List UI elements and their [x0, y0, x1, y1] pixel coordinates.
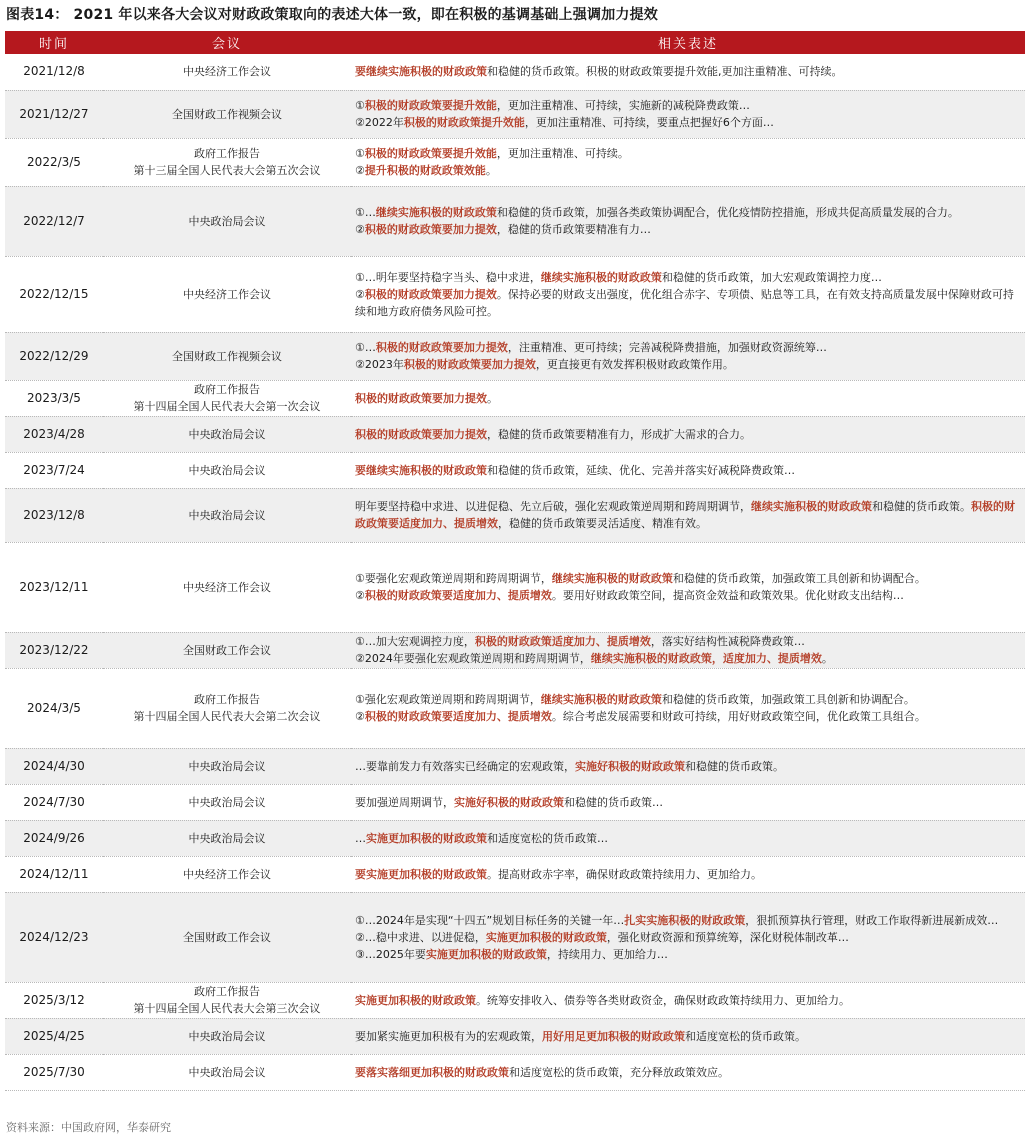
description-text: 和适度宽松的货币政策，充分释放政策效应。	[509, 1065, 729, 1079]
description-text: ①…加大宏观调控力度，	[355, 635, 475, 648]
row-meeting	[103, 488, 351, 542]
description-text: ①…	[355, 206, 376, 219]
description-line	[355, 390, 1021, 407]
description-text: 。提高财政赤字率，确保财政政策持续用力、更加给力。	[487, 867, 762, 881]
description-line	[355, 63, 1021, 80]
row-date: 2025/7/30	[5, 1054, 103, 1090]
row-meeting	[103, 542, 351, 632]
highlighted-text: 积极的财政政策要加力提效	[364, 287, 497, 301]
description-line	[355, 426, 1021, 443]
description-line	[355, 462, 1021, 479]
description-text: 和稳健的货币政策，加强政策工具创新和协调配合。	[672, 572, 926, 585]
description-text: ，更直接更有效发挥积极财政政策作用。	[535, 358, 734, 371]
row-date: 2023/7/24	[5, 452, 103, 488]
row-date: 2024/12/23	[5, 892, 103, 982]
row-date: 2025/3/12	[5, 982, 103, 1018]
row-description	[351, 856, 1025, 892]
table-row	[5, 632, 1025, 668]
description-text: ，强化财政资源和预算统筹，深化财税体制改革…	[606, 930, 849, 944]
description-text: ，狠抓预算执行管理，财政工作取得新进展新成效…	[745, 913, 999, 927]
row-description	[351, 256, 1025, 332]
table-row	[5, 332, 1025, 380]
row-meeting	[103, 820, 351, 856]
row-meeting	[103, 982, 351, 1018]
row-meeting	[103, 452, 351, 488]
highlighted-text: 积极的财政政策要适度加力、提质增效	[355, 500, 1015, 530]
description-text: …要靠前发力有效落实已经确定的宏观政策，	[355, 759, 575, 773]
row-date: 2022/12/15	[5, 256, 103, 332]
description-text: 。保持必要的财政支出强度，优化组合赤字、专项债、贴息等工具，在有效支持高质量发展中保障财政可持续和地方政府债务风险可控。	[355, 287, 1014, 318]
meeting-line: 中央政治局会议	[188, 1029, 266, 1043]
highlighted-text: 要落实落细更加积极的财政政策	[355, 1065, 509, 1079]
meeting-line: 全国财政工作会议	[183, 643, 271, 657]
description-line	[355, 221, 1021, 238]
row-date: 2023/12/8	[5, 488, 103, 542]
row-meeting	[103, 1018, 351, 1054]
description-line	[355, 204, 1021, 221]
row-description	[351, 1018, 1025, 1054]
description-text: ③…2025年要	[355, 947, 426, 961]
row-date: 2022/12/7	[5, 186, 103, 256]
highlighted-text: 实施更加积极的财政政策	[366, 831, 487, 845]
description-line	[355, 794, 1021, 811]
table-row	[5, 256, 1025, 332]
table-row	[5, 90, 1025, 138]
description-text: 和稳健的货币政策。	[685, 759, 784, 773]
row-description	[351, 416, 1025, 452]
row-meeting	[103, 632, 351, 668]
row-description	[351, 820, 1025, 856]
header-description: 相关表述	[351, 31, 1025, 54]
meeting-line: 中央经济工作会议	[183, 867, 271, 881]
row-date: 2023/12/11	[5, 542, 103, 632]
description-text: 和稳健的货币政策…	[564, 795, 663, 809]
description-line	[355, 929, 1021, 946]
highlighted-text: 积极的财政政策适度加力、提质增效	[474, 635, 651, 648]
row-description	[351, 1054, 1025, 1090]
description-text: 和稳健的货币政策，延续、优化、完善并落实好减税降费政策…	[487, 463, 795, 477]
meeting-line: 中央经济工作会议	[183, 580, 271, 594]
row-description	[351, 982, 1025, 1018]
meeting-line: 中央经济工作会议	[183, 65, 271, 79]
highlighted-text: 提升积极的财政政策效能	[364, 164, 486, 177]
row-description	[351, 542, 1025, 632]
meeting-line: 政府工作报告	[194, 693, 260, 706]
table-row	[5, 820, 1025, 856]
description-line	[355, 758, 1021, 775]
row-date: 2023/12/22	[5, 632, 103, 668]
table-body	[5, 54, 1025, 1090]
highlighted-text: 继续实施积极的财政政策	[751, 500, 872, 513]
highlighted-text: 积极的财政政策要加力提效	[355, 391, 487, 405]
row-description	[351, 332, 1025, 380]
highlighted-text: 积极的财政政策提升效能	[403, 116, 525, 129]
description-text: 。	[485, 164, 497, 177]
row-description	[351, 892, 1025, 982]
highlighted-text: 要继续实施积极的财政政策	[355, 463, 487, 477]
highlighted-text: 继续实施积极的财政政策	[551, 572, 673, 585]
description-text: …	[355, 831, 366, 845]
table-header-row	[5, 31, 1025, 54]
description-line	[355, 708, 1021, 725]
row-date: 2023/3/5	[5, 380, 103, 416]
meeting-line: 政府工作报告	[194, 985, 260, 998]
highlighted-text: 积极的财政政策要适度加力、提质增效	[364, 589, 552, 602]
row-meeting	[103, 186, 351, 256]
highlighted-text: 实施更加积极的财政政策	[425, 947, 547, 961]
description-line	[355, 691, 1021, 708]
description-text: 要加强逆周期调节，	[355, 795, 454, 809]
header-time: 时间	[5, 31, 103, 54]
description-text: 明年要坚持稳中求进、以进促稳、先立后破，强化宏观政策逆周期和跨周期调节，	[355, 500, 751, 513]
description-text: ②	[355, 223, 365, 236]
meeting-line: 第十四届全国人民代表大会第一次会议	[133, 400, 321, 413]
description-text: ②2024年要强化宏观政策逆周期和跨周期调节，	[355, 652, 591, 665]
table-row	[5, 452, 1025, 488]
highlighted-text: 积极的财政政策要提升效能	[364, 99, 497, 112]
description-text: 和适度宽松的货币政策。	[685, 1029, 806, 1043]
highlighted-text: 继续实施积极的财政政策	[375, 206, 497, 219]
table-row	[5, 856, 1025, 892]
chart-title: 图表14： 2021 年以来各大会议对财政政策取向的表述大体一致，即在积极的基调基础上强调加力提效	[6, 7, 658, 23]
description-text: ①…	[355, 341, 376, 354]
description-text: 和稳健的货币政策。积极的财政政策要提升效能,更加注重精准、可持续。	[487, 65, 843, 79]
meeting-line: 第十三届全国人民代表大会第五次会议	[133, 164, 321, 177]
description-line	[355, 866, 1021, 883]
row-meeting	[103, 138, 351, 186]
highlighted-text: 扎实实施积极的财政政策	[624, 913, 746, 927]
description-text: ，稳健的货币政策要精准有力，形成扩大需求的合力。	[487, 427, 751, 441]
description-text: 要加紧实施更加积极有为的宏观政策，	[355, 1029, 542, 1043]
description-line	[355, 570, 1021, 587]
description-text: ①强化宏观政策逆周期和跨周期调节，	[355, 693, 541, 706]
description-text: ，稳健的货币政策要精准有力…	[496, 223, 651, 236]
description-text: ②2023年	[355, 358, 404, 371]
row-description	[351, 90, 1025, 138]
description-line	[355, 498, 1021, 532]
description-text: 。	[487, 391, 498, 405]
table-row	[5, 380, 1025, 416]
row-meeting	[103, 784, 351, 820]
row-description	[351, 632, 1025, 668]
description-line	[355, 145, 1021, 162]
table-row	[5, 748, 1025, 784]
description-line	[355, 356, 1021, 373]
description-text: ②2022年	[355, 116, 404, 129]
row-meeting	[103, 54, 351, 90]
description-line	[355, 1064, 1021, 1081]
description-text: 。统筹安排收入、债券等各类财政资金，确保财政政策持续用力、更加给力。	[476, 993, 850, 1007]
description-line	[355, 587, 1021, 604]
table-row	[5, 1054, 1025, 1090]
row-date: 2022/12/29	[5, 332, 103, 380]
description-text: ②	[355, 164, 365, 177]
row-date: 2024/4/30	[5, 748, 103, 784]
meeting-line: 全国财政工作视频会议	[172, 107, 282, 121]
meeting-line: 全国财政工作视频会议	[172, 349, 282, 363]
description-line	[355, 650, 1021, 667]
row-meeting	[103, 668, 351, 748]
description-line	[355, 830, 1021, 847]
meeting-line: 政府工作报告	[194, 383, 260, 396]
row-date: 2024/7/30	[5, 784, 103, 820]
highlighted-text: 积极的财政政策要适度加力、提质增效	[364, 710, 552, 723]
highlighted-text: 积极的财政政策要提升效能	[364, 147, 497, 160]
table-row	[5, 186, 1025, 256]
description-text: 和适度宽松的货币政策…	[487, 831, 608, 845]
row-description	[351, 748, 1025, 784]
description-line	[355, 1028, 1021, 1045]
highlighted-text: 继续实施积极的财政政策，适度加力、提质增效	[590, 652, 822, 665]
description-text: 和稳健的货币政策。	[872, 500, 971, 513]
highlighted-text: 积极的财政政策要加力提效	[364, 223, 497, 236]
table-row	[5, 54, 1025, 90]
row-meeting	[103, 90, 351, 138]
row-description	[351, 380, 1025, 416]
description-text: 。综合考虑发展需要和财政可持续，用好财政政策空间，优化政策工具组合。	[551, 710, 926, 723]
row-date: 2021/12/8	[5, 54, 103, 90]
row-meeting	[103, 1054, 351, 1090]
row-description	[351, 668, 1025, 748]
description-line	[355, 633, 1021, 650]
highlighted-text: 要实施更加积极的财政政策	[355, 867, 487, 881]
description-line	[355, 114, 1021, 131]
highlighted-text: 实施好积极的财政政策	[575, 759, 685, 773]
description-text: ①…2024年是实现“十四五”规划目标任务的关键一年…	[355, 913, 625, 927]
meeting-line: 中央政治局会议	[188, 759, 266, 773]
meeting-line: 第十四届全国人民代表大会第二次会议	[133, 710, 321, 723]
description-text: ，持续用力、更加给力…	[546, 947, 668, 961]
meeting-line: 政府工作报告	[194, 147, 260, 160]
row-description	[351, 488, 1025, 542]
table-row	[5, 892, 1025, 982]
meeting-line: 中央政治局会议	[188, 463, 266, 477]
description-text: ①	[355, 99, 365, 112]
highlighted-text: 用好用足更加积极的财政政策	[542, 1029, 685, 1043]
meeting-line: 中央政治局会议	[188, 795, 266, 809]
meeting-line: 中央政治局会议	[188, 427, 266, 441]
header-meeting: 会议	[103, 31, 351, 54]
meeting-line: 第十四届全国人民代表大会第三次会议	[133, 1002, 321, 1015]
table-row	[5, 488, 1025, 542]
highlighted-text: 继续实施积极的财政政策	[540, 693, 662, 706]
description-line	[355, 269, 1021, 286]
row-description	[351, 138, 1025, 186]
meeting-line: 中央政治局会议	[188, 214, 266, 228]
row-meeting	[103, 748, 351, 784]
row-date: 2022/3/5	[5, 138, 103, 186]
description-text: 和稳健的货币政策，加强各类政策协调配合，优化疫情防控措施，形成共促高质量发展的合力。	[496, 206, 959, 219]
meeting-line: 全国财政工作会议	[183, 930, 271, 944]
table-row	[5, 138, 1025, 186]
meeting-line: 中央政治局会议	[188, 508, 266, 522]
row-date: 2024/3/5	[5, 668, 103, 748]
description-text: ，落实好结构性减税降费政策…	[650, 635, 805, 648]
highlighted-text: 实施好积极的财政政策	[454, 795, 564, 809]
highlighted-text: 实施更加积极的财政政策	[485, 930, 607, 944]
row-meeting	[103, 380, 351, 416]
description-line	[355, 162, 1021, 179]
row-meeting	[103, 256, 351, 332]
description-line	[355, 946, 1021, 963]
table-row	[5, 1018, 1025, 1054]
description-text: ②…稳中求进、以进促稳，	[355, 930, 486, 944]
description-line	[355, 912, 1021, 929]
table-row	[5, 982, 1025, 1018]
description-text: ②	[355, 710, 365, 723]
description-line	[355, 992, 1021, 1009]
description-text: ①…明年要坚持稳字当头、稳中求进，	[355, 270, 541, 284]
description-text: ，更加注重精准、可持续。	[496, 147, 629, 160]
highlighted-text: 积极的财政政策要加力提效	[355, 427, 487, 441]
highlighted-text: 继续实施积极的财政政策	[540, 270, 662, 284]
row-meeting	[103, 856, 351, 892]
description-text: ，更加注重精准、可持续，要重点把握好6个方面…	[524, 116, 774, 129]
description-line	[355, 97, 1021, 114]
description-text: ①	[355, 147, 365, 160]
row-date: 2024/12/11	[5, 856, 103, 892]
description-text: 和稳健的货币政策，加强政策工具创新和协调配合。	[661, 693, 915, 706]
row-description	[351, 54, 1025, 90]
highlighted-text: 要继续实施积极的财政政策	[355, 65, 487, 79]
description-text: 。	[821, 652, 833, 665]
table-row	[5, 668, 1025, 748]
description-line	[355, 339, 1021, 356]
row-description	[351, 784, 1025, 820]
description-text: ①要强化宏观政策逆周期和跨周期调节，	[355, 572, 552, 585]
row-description	[351, 186, 1025, 256]
description-text: 。要用好财政政策空间，提高资金效益和政策效果。优化财政支出结构…	[551, 589, 904, 602]
meeting-line: 中央经济工作会议	[183, 287, 271, 301]
table-row	[5, 784, 1025, 820]
table-row	[5, 416, 1025, 452]
row-meeting	[103, 416, 351, 452]
meeting-line: 中央政治局会议	[188, 831, 266, 845]
row-date: 2025/4/25	[5, 1018, 103, 1054]
source-note: 资料来源：中国政府网，华泰研究	[6, 1121, 171, 1134]
description-text: ，更加注重精准、可持续，实施新的减税降费政策…	[496, 99, 750, 112]
description-text: ②	[355, 287, 365, 301]
row-date: 2023/4/28	[5, 416, 103, 452]
description-line	[355, 286, 1021, 320]
row-description	[351, 452, 1025, 488]
description-text: ②	[355, 589, 365, 602]
highlighted-text: 实施更加积极的财政政策	[355, 993, 476, 1007]
policy-table	[5, 31, 1025, 1091]
row-meeting	[103, 332, 351, 380]
table-row	[5, 542, 1025, 632]
highlighted-text: 积极的财政政策要加力提效	[403, 358, 536, 371]
row-meeting	[103, 892, 351, 982]
row-date: 2024/9/26	[5, 820, 103, 856]
row-date: 2021/12/27	[5, 90, 103, 138]
highlighted-text: 积极的财政政策要加力提效	[375, 341, 508, 354]
description-text: ，稳健的货币政策要灵活适度、精准有效。	[498, 517, 707, 530]
description-text: 和稳健的货币政策，加大宏观政策调控力度…	[661, 270, 882, 284]
description-text: ，注重精准、更可持续；完善减税降费措施，加强财政资源统筹…	[507, 341, 827, 354]
meeting-line: 中央政治局会议	[188, 1065, 266, 1079]
